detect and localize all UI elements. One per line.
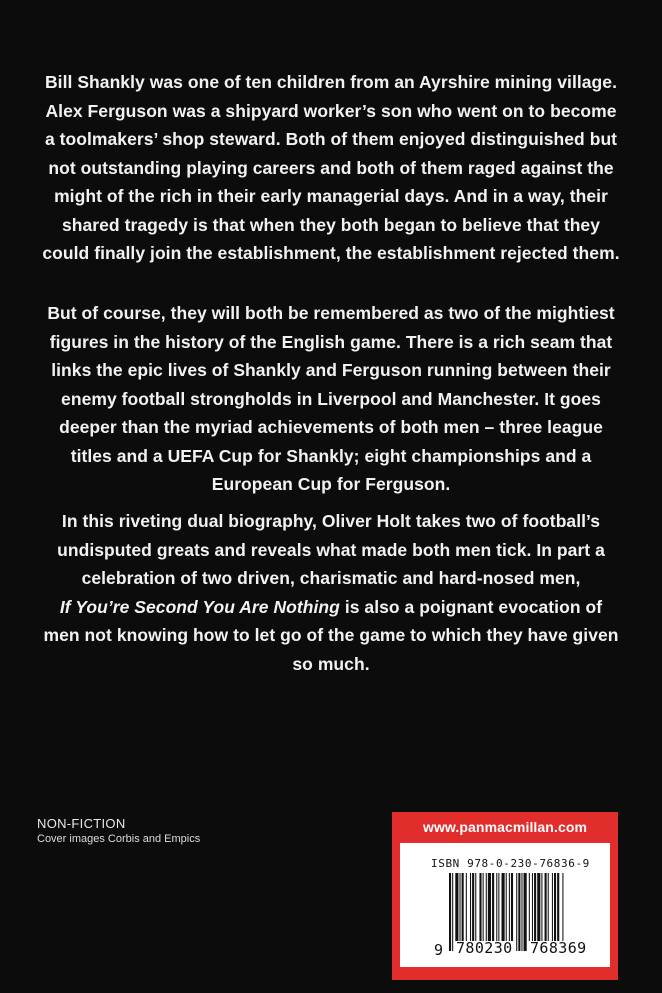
isbn-label: ISBN 978-0-230-76836-9 [431,857,590,870]
blurb-paragraph-3 [40,507,622,678]
back-cover-meta [37,815,200,847]
blurb-paragraph-3-intro: In this riveting dual biography, Oliver Holt takes two of football’s undisputed greats and reveals what made both men tick. In part a celebration of two driven, charismatic and hard-nosed men, [57,511,605,588]
barcode-panel [400,843,610,967]
ean-right-digits: 768369 [530,939,587,957]
genre-label: NON-FICTION [37,816,126,831]
cover-image-credits: Cover images Corbis and Empics [37,833,201,845]
blurb-paragraph-3-ending: is also a poignant evocation of men not knowing how to let go of the game to which they have given so much. [43,596,619,674]
publisher-url: www.panmacmillan.com [422,819,588,835]
book-title-italic: If You’re Second You Are Nothing [59,596,340,617]
blurb-paragraph-2: But of course, they will both be remembered as two of the mightiest figures in the history of the English game. There is a rich seam that links the epic lives of Shankly and Ferguson running between their enemy football strongholds in Liverpool and Manchester. It goes deeper than the myriad achievements of both men – three league titles and a UEFA Cup for Shankly; eight championships and a European Cup for Ferguson. [47,303,615,494]
ean-lead-digit: 9 [434,941,444,959]
barcode-box [392,812,618,980]
blurb-paragraph-1: Bill Shankly was one of ten children from an Ayrshire mining village. Alex Ferguson was a shipyard worker’s son who went on to become a toolmakers’ shop steward. Both of them enjoyed distinguished but not outstanding playing careers and both of them raged against the might of the rich in their early managerial days. And in a way, their shared tragedy is that when they both began to believe that they could finally join the establishment, the establishment rejected them. [42,72,620,263]
ean-left-digits: 780230 [456,939,513,957]
